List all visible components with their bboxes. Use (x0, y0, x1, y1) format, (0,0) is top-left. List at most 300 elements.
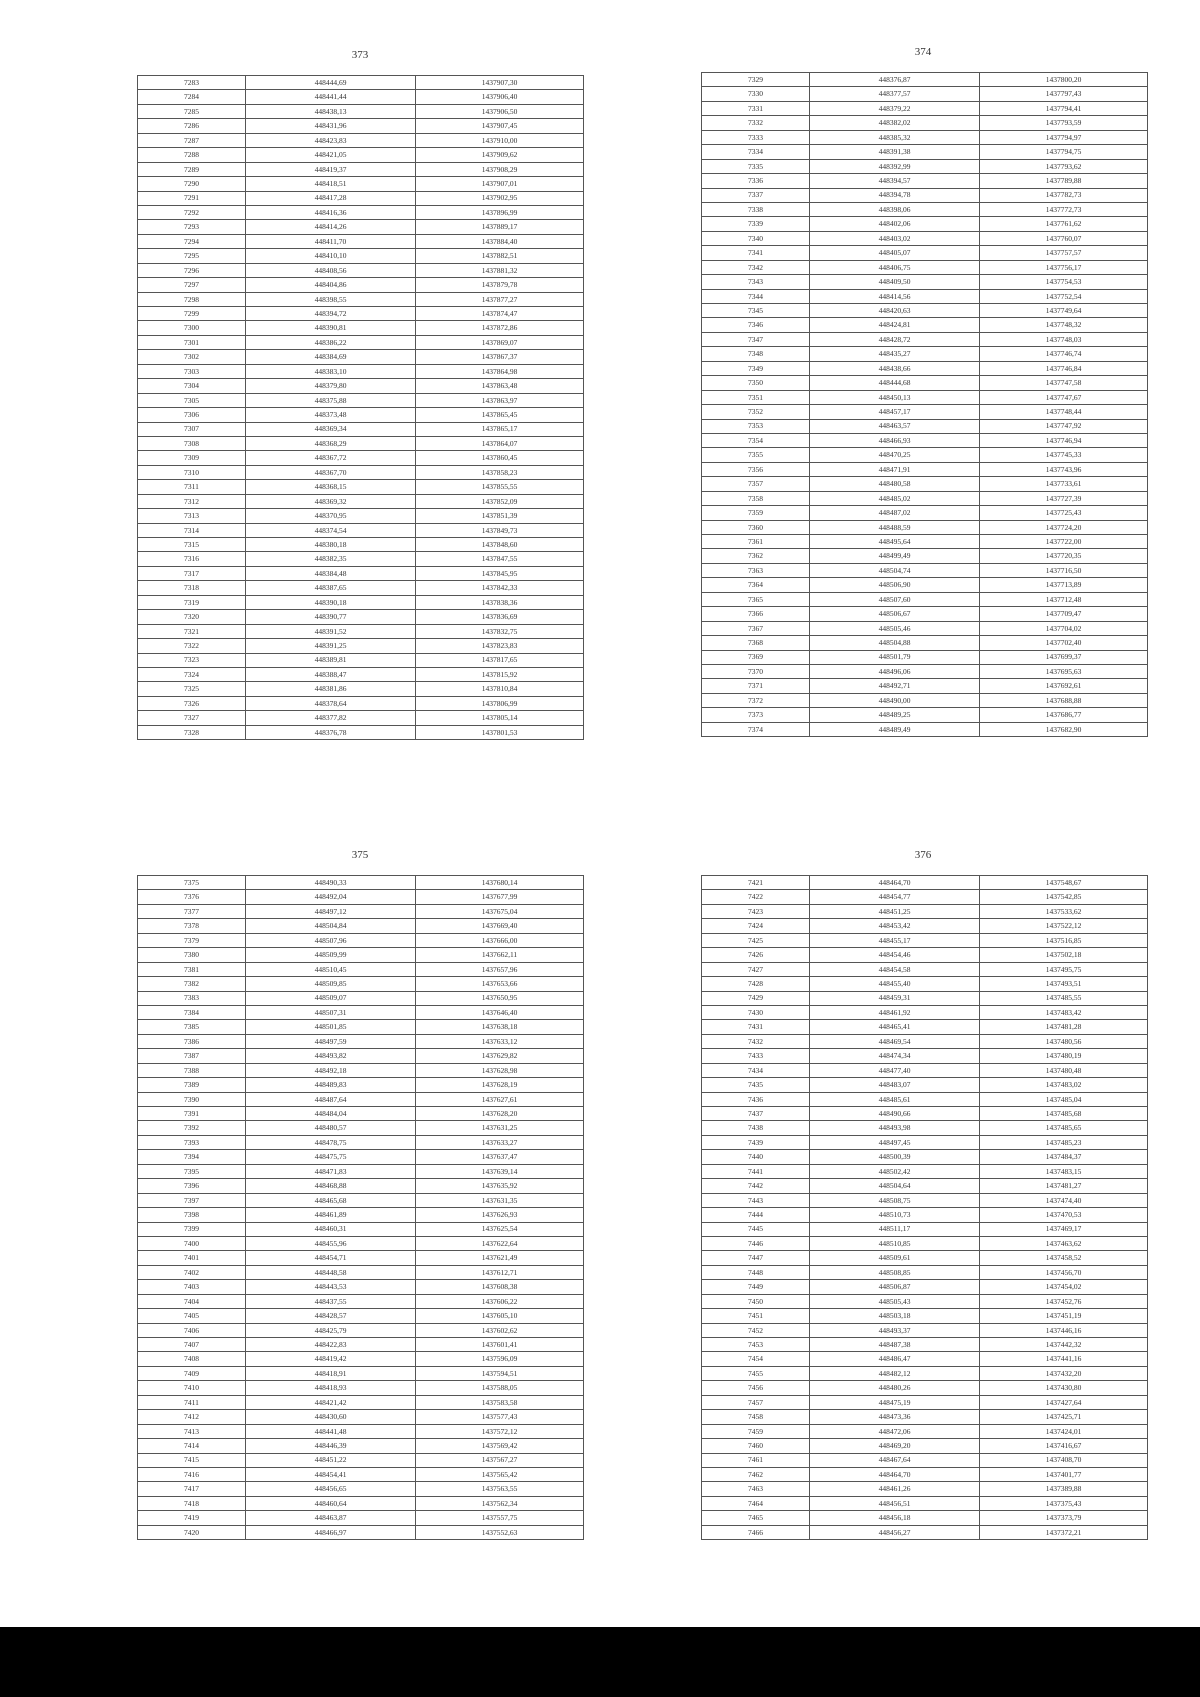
y-coordinate-cell: 1437907,30 (416, 76, 584, 90)
y-coordinate-cell: 1437631,35 (416, 1193, 584, 1207)
point-number-cell: 7318 (138, 581, 246, 595)
x-coordinate-cell: 448496,06 (810, 664, 980, 678)
point-number-cell: 7403 (138, 1280, 246, 1294)
table-row (702, 1179, 1148, 1193)
y-coordinate-cell: 1437372,21 (980, 1525, 1148, 1539)
x-coordinate-cell: 448507,31 (246, 1005, 416, 1019)
y-coordinate-cell: 1437666,00 (416, 933, 584, 947)
point-number-cell: 7341 (702, 246, 810, 260)
x-coordinate-cell: 448477,40 (810, 1063, 980, 1077)
x-coordinate-cell: 448428,57 (246, 1309, 416, 1323)
table-row (702, 1280, 1148, 1294)
x-coordinate-cell: 448369,34 (246, 422, 416, 436)
table-row (138, 639, 584, 653)
point-number-cell: 7343 (702, 275, 810, 289)
x-coordinate-cell: 448466,93 (810, 433, 980, 447)
y-coordinate-cell: 1437863,97 (416, 393, 584, 407)
x-coordinate-cell: 448383,10 (246, 364, 416, 378)
table-row (138, 1424, 584, 1438)
x-coordinate-cell: 448502,42 (810, 1164, 980, 1178)
table-row (702, 664, 1148, 678)
point-number-cell: 7288 (138, 148, 246, 162)
x-coordinate-cell: 448370,95 (246, 509, 416, 523)
table-row (702, 433, 1148, 447)
x-coordinate-cell: 448465,68 (246, 1193, 416, 1207)
table-row (138, 480, 584, 494)
y-coordinate-cell: 1437747,58 (980, 376, 1148, 390)
table-row (702, 87, 1148, 101)
x-coordinate-cell: 448467,64 (810, 1453, 980, 1467)
table-row (702, 361, 1148, 375)
x-coordinate-cell: 448508,85 (810, 1265, 980, 1279)
x-coordinate-cell: 448376,87 (810, 73, 980, 87)
x-coordinate-cell: 448386,22 (246, 335, 416, 349)
table-row (138, 335, 584, 349)
table-row (702, 948, 1148, 962)
y-coordinate-cell: 1437823,83 (416, 639, 584, 653)
y-coordinate-cell: 1437747,67 (980, 390, 1148, 404)
y-coordinate-cell: 1437877,27 (416, 292, 584, 306)
table-row (138, 119, 584, 133)
table-row (702, 1525, 1148, 1539)
table-row (138, 1034, 584, 1048)
point-number-cell: 7328 (138, 725, 246, 739)
table-row (138, 725, 584, 739)
point-number-cell: 7292 (138, 205, 246, 219)
y-coordinate-cell: 1437874,47 (416, 307, 584, 321)
point-number-cell: 7333 (702, 130, 810, 144)
point-number-cell: 7441 (702, 1164, 810, 1178)
y-coordinate-cell: 1437906,50 (416, 104, 584, 118)
x-coordinate-cell: 448394,78 (810, 188, 980, 202)
point-number-cell: 7446 (702, 1236, 810, 1250)
x-coordinate-cell: 448456,18 (810, 1511, 980, 1525)
x-coordinate-cell: 448454,71 (246, 1251, 416, 1265)
table-row (702, 1063, 1148, 1077)
x-coordinate-cell: 448389,81 (246, 653, 416, 667)
y-coordinate-cell: 1437557,75 (416, 1511, 584, 1525)
y-coordinate-cell: 1437704,02 (980, 621, 1148, 635)
y-coordinate-cell: 1437882,51 (416, 249, 584, 263)
y-coordinate-cell: 1437695,63 (980, 664, 1148, 678)
y-coordinate-cell: 1437628,19 (416, 1078, 584, 1092)
y-coordinate-cell: 1437552,63 (416, 1525, 584, 1539)
y-coordinate-cell: 1437677,99 (416, 890, 584, 904)
point-number-cell: 7393 (138, 1135, 246, 1149)
table-row (702, 1511, 1148, 1525)
y-coordinate-cell: 1437793,59 (980, 116, 1148, 130)
table-row (702, 1005, 1148, 1019)
y-coordinate-cell: 1437682,90 (980, 722, 1148, 736)
table-row (702, 1294, 1148, 1308)
table-row (138, 1366, 584, 1380)
y-coordinate-cell: 1437480,19 (980, 1049, 1148, 1063)
x-coordinate-cell: 448431,96 (246, 119, 416, 133)
table-row (138, 1338, 584, 1352)
table-row (138, 1208, 584, 1222)
point-number-cell: 7352 (702, 405, 810, 419)
x-coordinate-cell: 448463,57 (810, 419, 980, 433)
table-row (138, 1164, 584, 1178)
y-coordinate-cell: 1437806,99 (416, 696, 584, 710)
point-number-cell: 7378 (138, 919, 246, 933)
y-coordinate-cell: 1437794,97 (980, 130, 1148, 144)
y-coordinate-cell: 1437832,75 (416, 624, 584, 638)
table-row (138, 177, 584, 191)
table-row (138, 364, 584, 378)
x-coordinate-cell: 448420,63 (810, 304, 980, 318)
x-coordinate-cell: 448506,90 (810, 578, 980, 592)
table-row (138, 148, 584, 162)
point-number-cell: 7402 (138, 1265, 246, 1279)
x-coordinate-cell: 448465,41 (810, 1020, 980, 1034)
y-coordinate-cell: 1437408,70 (980, 1453, 1148, 1467)
x-coordinate-cell: 448414,56 (810, 289, 980, 303)
y-coordinate-cell: 1437754,53 (980, 275, 1148, 289)
table-row (138, 1135, 584, 1149)
point-number-cell: 7405 (138, 1309, 246, 1323)
y-coordinate-cell: 1437865,17 (416, 422, 584, 436)
x-coordinate-cell: 448492,04 (246, 890, 416, 904)
point-number-cell: 7455 (702, 1366, 810, 1380)
y-coordinate-cell: 1437451,19 (980, 1309, 1148, 1323)
x-coordinate-cell: 448421,42 (246, 1395, 416, 1409)
table-row (702, 73, 1148, 87)
x-coordinate-cell: 448475,19 (810, 1395, 980, 1409)
x-coordinate-cell: 448501,79 (810, 650, 980, 664)
table-row (138, 1049, 584, 1063)
point-number-cell: 7297 (138, 278, 246, 292)
x-coordinate-cell: 448374,54 (246, 523, 416, 537)
table-row (138, 552, 584, 566)
x-coordinate-cell: 448510,45 (246, 962, 416, 976)
x-coordinate-cell: 448480,58 (810, 477, 980, 491)
x-coordinate-cell: 448444,69 (246, 76, 416, 90)
x-coordinate-cell: 448487,38 (810, 1338, 980, 1352)
table-row (702, 1366, 1148, 1380)
y-coordinate-cell: 1437621,49 (416, 1251, 584, 1265)
table-row (702, 390, 1148, 404)
y-coordinate-cell: 1437761,62 (980, 217, 1148, 231)
y-coordinate-cell: 1437657,96 (416, 962, 584, 976)
page-number-374: 374 (914, 46, 932, 58)
y-coordinate-cell: 1437480,56 (980, 1034, 1148, 1048)
point-number-cell: 7313 (138, 509, 246, 523)
y-coordinate-cell: 1437650,95 (416, 991, 584, 1005)
x-coordinate-cell: 448405,07 (810, 246, 980, 260)
x-coordinate-cell: 448391,38 (810, 145, 980, 159)
table-row (138, 1251, 584, 1265)
table-row (138, 263, 584, 277)
y-coordinate-cell: 1437794,75 (980, 145, 1148, 159)
point-number-cell: 7299 (138, 307, 246, 321)
y-coordinate-cell: 1437724,20 (980, 520, 1148, 534)
table-row (702, 1395, 1148, 1409)
table-row (138, 350, 584, 364)
table-row (702, 890, 1148, 904)
table-row (138, 76, 584, 90)
x-coordinate-cell: 448484,04 (246, 1107, 416, 1121)
point-number-cell: 7452 (702, 1323, 810, 1337)
y-coordinate-cell: 1437454,02 (980, 1280, 1148, 1294)
x-coordinate-cell: 448450,13 (810, 390, 980, 404)
point-number-cell: 7305 (138, 393, 246, 407)
x-coordinate-cell: 448384,69 (246, 350, 416, 364)
table-row (138, 962, 584, 976)
table-row (702, 1439, 1148, 1453)
point-number-cell: 7364 (702, 578, 810, 592)
y-coordinate-cell: 1437716,50 (980, 563, 1148, 577)
point-number-cell: 7396 (138, 1179, 246, 1193)
table-row (138, 610, 584, 624)
table-row (702, 1193, 1148, 1207)
point-number-cell: 7362 (702, 549, 810, 563)
table-row (138, 991, 584, 1005)
y-coordinate-cell: 1437516,85 (980, 933, 1148, 947)
point-number-cell: 7430 (702, 1005, 810, 1019)
point-number-cell: 7294 (138, 234, 246, 248)
y-coordinate-cell: 1437782,73 (980, 188, 1148, 202)
x-coordinate-cell: 448509,99 (246, 948, 416, 962)
point-number-cell: 7418 (138, 1496, 246, 1510)
y-coordinate-cell: 1437442,32 (980, 1338, 1148, 1352)
y-coordinate-cell: 1437852,09 (416, 494, 584, 508)
y-coordinate-cell: 1437569,42 (416, 1439, 584, 1453)
point-number-cell: 7437 (702, 1107, 810, 1121)
point-number-cell: 7340 (702, 231, 810, 245)
table-row (138, 667, 584, 681)
point-number-cell: 7295 (138, 249, 246, 263)
x-coordinate-cell: 448466,97 (246, 1525, 416, 1539)
x-coordinate-cell: 448408,56 (246, 263, 416, 277)
point-number-cell: 7442 (702, 1179, 810, 1193)
point-number-cell: 7424 (702, 919, 810, 933)
x-coordinate-cell: 448418,91 (246, 1366, 416, 1380)
y-coordinate-cell: 1437375,43 (980, 1496, 1148, 1510)
x-coordinate-cell: 448411,70 (246, 234, 416, 248)
x-coordinate-cell: 448504,74 (810, 563, 980, 577)
x-coordinate-cell: 448493,82 (246, 1049, 416, 1063)
table-row (138, 494, 584, 508)
point-number-cell: 7380 (138, 948, 246, 962)
y-coordinate-cell: 1437845,95 (416, 566, 584, 580)
point-number-cell: 7395 (138, 1164, 246, 1178)
x-coordinate-cell: 448381,86 (246, 682, 416, 696)
table-row (138, 1395, 584, 1409)
table-row (702, 563, 1148, 577)
table-row (702, 1496, 1148, 1510)
table-row (138, 1294, 584, 1308)
table-row (702, 477, 1148, 491)
page-number-375: 375 (351, 849, 369, 861)
point-number-cell: 7373 (702, 708, 810, 722)
x-coordinate-cell: 448423,83 (246, 133, 416, 147)
table-row (138, 696, 584, 710)
y-coordinate-cell: 1437662,11 (416, 948, 584, 962)
x-coordinate-cell: 448394,72 (246, 307, 416, 321)
y-coordinate-cell: 1437484,37 (980, 1150, 1148, 1164)
x-coordinate-cell: 448508,75 (810, 1193, 980, 1207)
table-row (702, 188, 1148, 202)
x-coordinate-cell: 448480,26 (810, 1381, 980, 1395)
x-coordinate-cell: 448382,02 (810, 116, 980, 130)
point-number-cell: 7319 (138, 595, 246, 609)
table-row (702, 636, 1148, 650)
x-coordinate-cell: 448461,92 (810, 1005, 980, 1019)
point-number-cell: 7306 (138, 408, 246, 422)
x-coordinate-cell: 448380,18 (246, 538, 416, 552)
point-number-cell: 7366 (702, 607, 810, 621)
point-number-cell: 7414 (138, 1439, 246, 1453)
point-number-cell: 7440 (702, 1150, 810, 1164)
y-coordinate-cell: 1437760,07 (980, 231, 1148, 245)
x-coordinate-cell: 448495,64 (810, 535, 980, 549)
table-row (702, 159, 1148, 173)
x-coordinate-cell: 448417,28 (246, 191, 416, 205)
y-coordinate-cell: 1437542,85 (980, 890, 1148, 904)
table-row (702, 174, 1148, 188)
point-number-cell: 7419 (138, 1511, 246, 1525)
table-row (138, 436, 584, 450)
x-coordinate-cell: 448509,85 (246, 977, 416, 991)
y-coordinate-cell: 1437815,92 (416, 667, 584, 681)
table-row (138, 1439, 584, 1453)
y-coordinate-cell: 1437502,18 (980, 948, 1148, 962)
point-number-cell: 7466 (702, 1525, 810, 1539)
table-row (702, 549, 1148, 563)
x-coordinate-cell: 448482,12 (810, 1366, 980, 1380)
table-row (138, 1107, 584, 1121)
table-row (702, 1338, 1148, 1352)
table-row (138, 538, 584, 552)
table-row (702, 376, 1148, 390)
point-number-cell: 7376 (138, 890, 246, 904)
table-row (138, 1150, 584, 1164)
x-coordinate-cell: 448398,06 (810, 202, 980, 216)
y-coordinate-cell: 1437483,42 (980, 1005, 1148, 1019)
point-number-cell: 7344 (702, 289, 810, 303)
point-number-cell: 7432 (702, 1034, 810, 1048)
y-coordinate-cell: 1437485,23 (980, 1135, 1148, 1149)
y-coordinate-cell: 1437699,37 (980, 650, 1148, 664)
point-number-cell: 7404 (138, 1294, 246, 1308)
y-coordinate-cell: 1437495,75 (980, 962, 1148, 976)
point-number-cell: 7397 (138, 1193, 246, 1207)
point-number-cell: 7308 (138, 436, 246, 450)
x-coordinate-cell: 448483,07 (810, 1078, 980, 1092)
x-coordinate-cell: 448497,45 (810, 1135, 980, 1149)
y-coordinate-cell: 1437855,55 (416, 480, 584, 494)
table-row (138, 1467, 584, 1481)
table-row (702, 722, 1148, 736)
point-number-cell: 7447 (702, 1251, 810, 1265)
y-coordinate-cell: 1437817,65 (416, 653, 584, 667)
point-number-cell: 7431 (702, 1020, 810, 1034)
x-coordinate-cell: 448469,20 (810, 1439, 980, 1453)
point-number-cell: 7302 (138, 350, 246, 364)
table-row (702, 1265, 1148, 1279)
x-coordinate-cell: 448493,37 (810, 1323, 980, 1337)
y-coordinate-cell: 1437470,53 (980, 1208, 1148, 1222)
point-number-cell: 7359 (702, 506, 810, 520)
table-row (702, 933, 1148, 947)
y-coordinate-cell: 1437884,40 (416, 234, 584, 248)
point-number-cell: 7409 (138, 1366, 246, 1380)
table-row (702, 130, 1148, 144)
y-coordinate-cell: 1437879,78 (416, 278, 584, 292)
y-coordinate-cell: 1437577,43 (416, 1410, 584, 1424)
x-coordinate-cell: 448448,58 (246, 1265, 416, 1279)
table-row (138, 1078, 584, 1092)
table-row (702, 231, 1148, 245)
table-row (138, 1063, 584, 1077)
y-coordinate-cell: 1437572,12 (416, 1424, 584, 1438)
table-row (702, 246, 1148, 260)
x-coordinate-cell: 448501,85 (246, 1020, 416, 1034)
table-row (702, 332, 1148, 346)
point-number-cell: 7329 (702, 73, 810, 87)
table-row (702, 621, 1148, 635)
x-coordinate-cell: 448487,64 (246, 1092, 416, 1106)
point-number-cell: 7358 (702, 491, 810, 505)
point-number-cell: 7464 (702, 1496, 810, 1510)
point-number-cell: 7388 (138, 1063, 246, 1077)
x-coordinate-cell: 448504,84 (246, 919, 416, 933)
table-row (702, 1107, 1148, 1121)
point-number-cell: 7445 (702, 1222, 810, 1236)
table-row (702, 607, 1148, 621)
y-coordinate-cell: 1437401,77 (980, 1467, 1148, 1481)
point-number-cell: 7435 (702, 1078, 810, 1092)
y-coordinate-cell: 1437622,64 (416, 1236, 584, 1250)
y-coordinate-cell: 1437746,94 (980, 433, 1148, 447)
point-number-cell: 7462 (702, 1467, 810, 1481)
x-coordinate-cell: 448497,59 (246, 1034, 416, 1048)
y-coordinate-cell: 1437653,66 (416, 977, 584, 991)
table-row (702, 304, 1148, 318)
point-number-cell: 7429 (702, 991, 810, 1005)
y-coordinate-cell: 1437596,09 (416, 1352, 584, 1366)
y-coordinate-cell: 1437896,99 (416, 205, 584, 219)
x-coordinate-cell: 448497,12 (246, 904, 416, 918)
table-row (702, 535, 1148, 549)
y-coordinate-cell: 1437836,69 (416, 610, 584, 624)
x-coordinate-cell: 448487,02 (810, 506, 980, 520)
y-coordinate-cell: 1437629,82 (416, 1049, 584, 1063)
table-row (138, 1265, 584, 1279)
x-coordinate-cell: 448454,77 (810, 890, 980, 904)
x-coordinate-cell: 448506,87 (810, 1280, 980, 1294)
point-number-cell: 7453 (702, 1338, 810, 1352)
table-row (702, 202, 1148, 216)
point-number-cell: 7389 (138, 1078, 246, 1092)
point-number-cell: 7317 (138, 566, 246, 580)
point-number-cell: 7357 (702, 477, 810, 491)
point-number-cell: 7320 (138, 610, 246, 624)
point-number-cell: 7355 (702, 448, 810, 462)
y-coordinate-cell: 1437748,03 (980, 332, 1148, 346)
point-number-cell: 7326 (138, 696, 246, 710)
x-coordinate-cell: 448392,99 (810, 159, 980, 173)
table-row (138, 566, 584, 580)
point-number-cell: 7399 (138, 1222, 246, 1236)
point-number-cell: 7413 (138, 1424, 246, 1438)
table-row (138, 948, 584, 962)
y-coordinate-cell: 1437469,17 (980, 1222, 1148, 1236)
y-coordinate-cell: 1437851,39 (416, 509, 584, 523)
x-coordinate-cell: 448503,18 (810, 1309, 980, 1323)
table-row (702, 1482, 1148, 1496)
